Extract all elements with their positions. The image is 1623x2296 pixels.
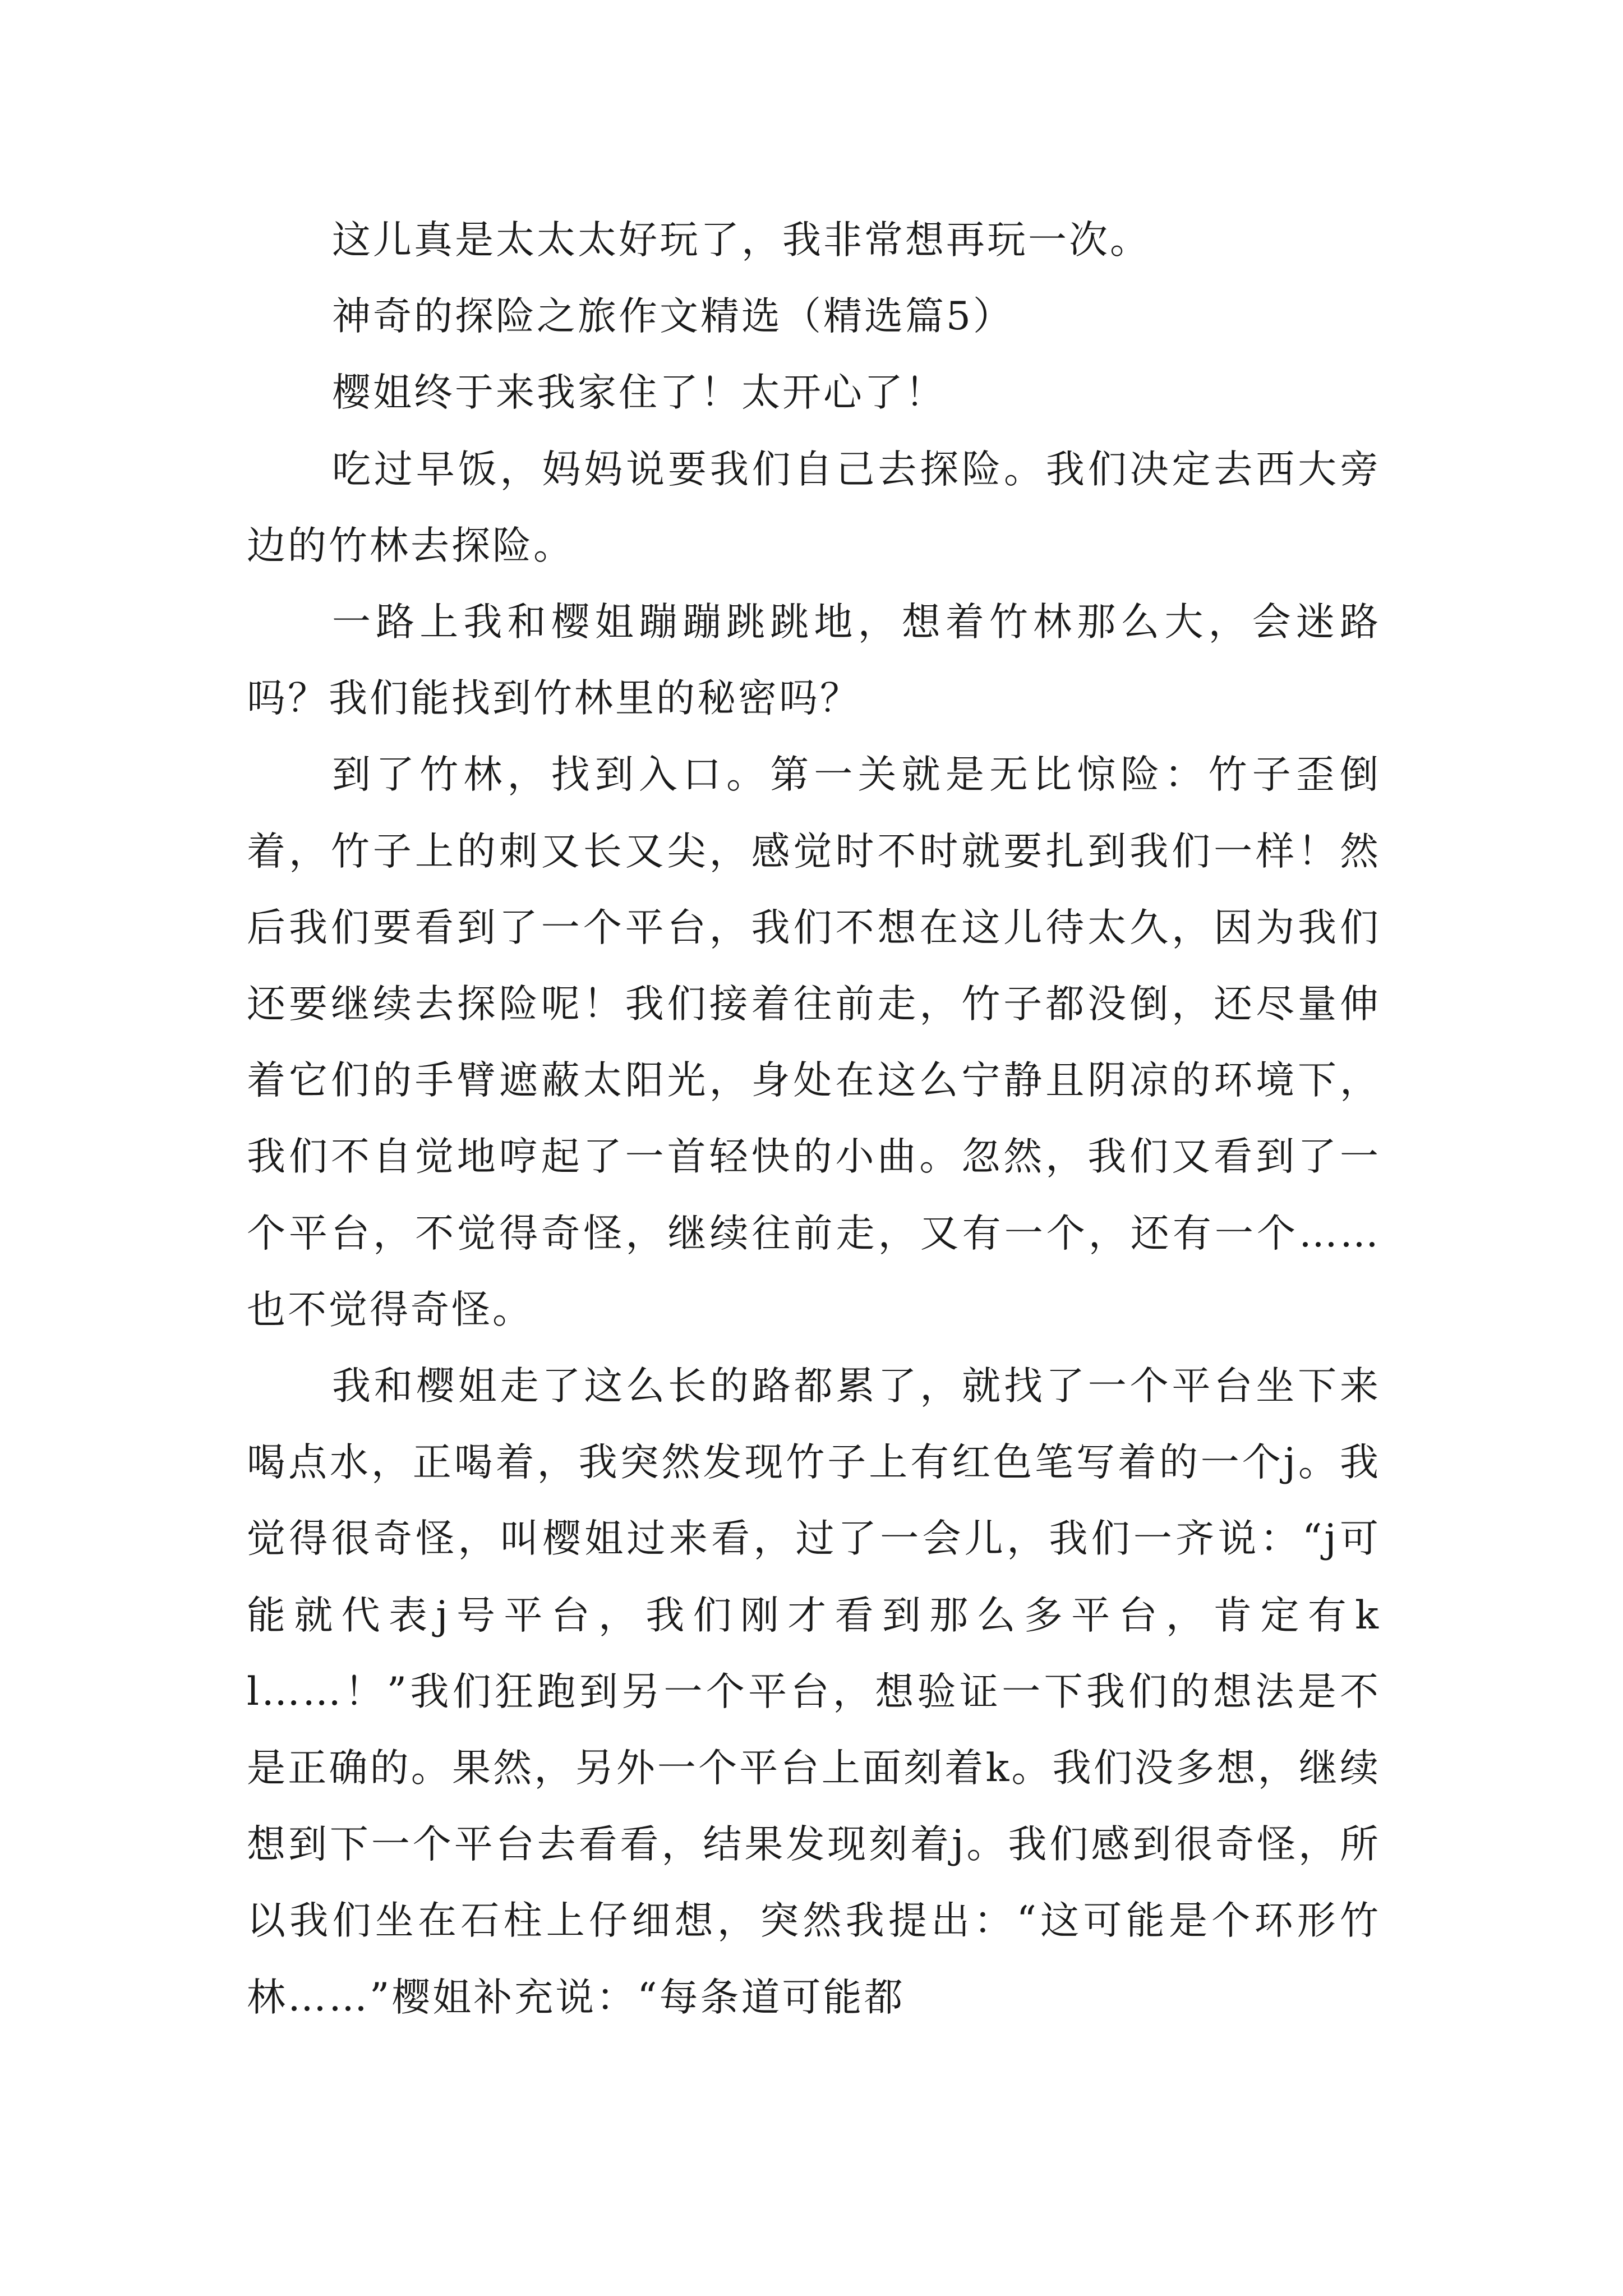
document-body (247, 202, 1381, 2036)
paragraph-5: 到了竹林，找到入口。第一关就是无比惊险：竹子歪倒着，竹子上的刺又长又尖，感觉时不时就要扎到我们一样！然后我们要看到了一个平台，我们不想在这儿待太久，因为我们还要继续去探险呢！我们接着往前走，竹子都没倒，还尽量伸着它们的手臂遮蔽太阳光，身处在这么宁静且阴凉的环境下，我们不自觉地哼起了一首轻快的小曲。忽然，我们又看到了一个平台，不觉得奇怪，继续往前走，又有一个，还有一个……也不觉得奇怪。 (247, 752, 1381, 1332)
paragraph-3: 吃过早饭，妈妈说要我们自己去探险。我们决定去西大旁边的竹林去探险。 (247, 447, 1381, 568)
section-title: 神奇的探险之旅作文精选（精选篇5） (332, 294, 1014, 339)
paragraph-4: 一路上我和樱姐蹦蹦跳跳地，想着竹林那么大，会迷路吗？我们能找到竹林里的秘密吗？ (247, 600, 1381, 721)
paragraph-1: 这儿真是太太太好玩了，我非常想再玩一次。 (332, 218, 1151, 263)
paragraph-2: 樱姐终于来我家住了！太开心了！ (332, 370, 946, 416)
paragraph-6: 我和樱姐走了这么长的路都累了，就找了一个平台坐下来喝点水，正喝着，我突然发现竹子上有红色笔写着的一个j。我觉得很奇怪，叫樱姐过来看，过了一会儿，我们一齐说：“j可能就代表j号平台，我们刚才看到那么多平台，肯定有kl……！”我们狂跑到另一个平台，想验证一下我们的想法是不是正确的。果然，另外一个平台上面刻着k。我们没多想，继续想到下一个平台去看看，结果发现刻着j。我们感到很奇怪，所以我们坐在石柱上仔细想，突然我提出：“这可能是个环形竹林……”樱姐补充说：“每条道可能都 (247, 1364, 1381, 2020)
